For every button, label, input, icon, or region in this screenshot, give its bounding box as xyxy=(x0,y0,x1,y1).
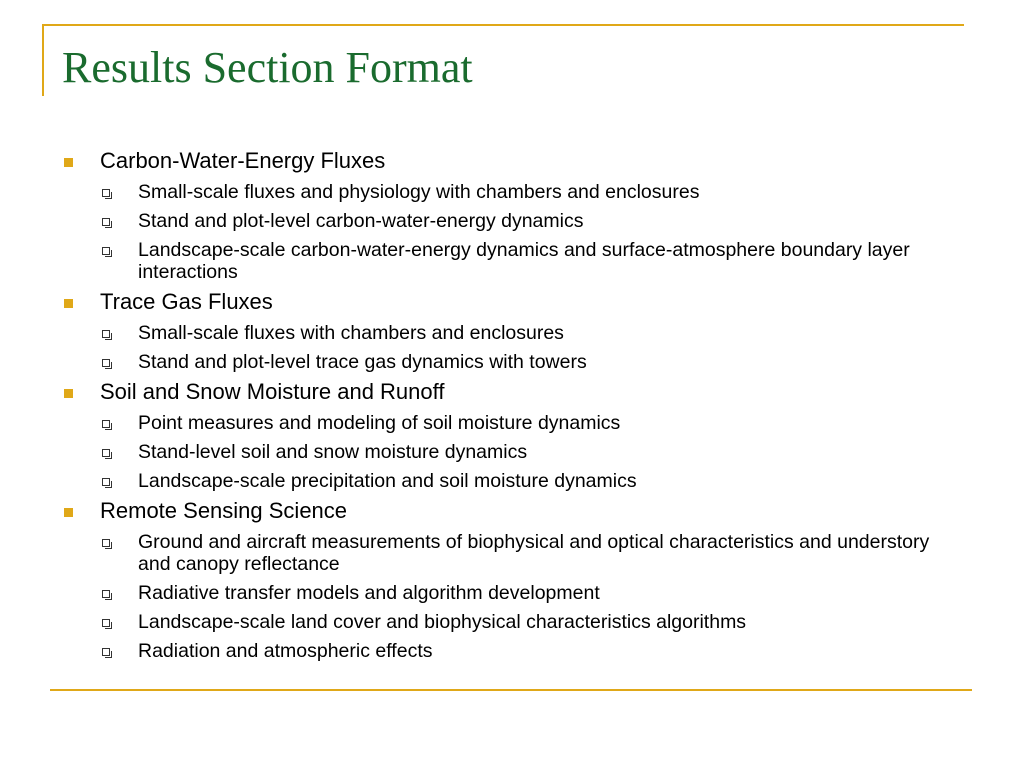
sub-bullet-text: Radiative transfer models and algorithm development xyxy=(138,582,600,604)
sub-bullet xyxy=(62,531,962,575)
section-heading xyxy=(62,289,962,315)
section-heading xyxy=(62,148,962,174)
sub-bullet-text: Point measures and modeling of soil moisture dynamics xyxy=(138,412,621,434)
hollow-square-bullet-icon xyxy=(102,619,110,627)
section-heading-text: Carbon-Water-Energy Fluxes xyxy=(100,148,386,173)
section-heading xyxy=(62,379,962,405)
hollow-square-bullet-icon xyxy=(102,189,110,197)
section-heading-text: Remote Sensing Science xyxy=(100,498,348,523)
square-bullet-icon xyxy=(64,508,73,517)
sub-bullet xyxy=(62,181,962,203)
slide-title: Results Section Format xyxy=(62,43,473,92)
square-bullet-icon xyxy=(64,389,73,398)
sub-bullet xyxy=(62,322,962,344)
frame-left-border xyxy=(42,24,44,96)
hollow-square-bullet-icon xyxy=(102,648,110,656)
sub-bullet-text: Landscape-scale land cover and biophysical characteristics algorithms xyxy=(138,611,747,633)
sub-bullet xyxy=(62,412,962,434)
hollow-square-bullet-icon xyxy=(102,218,110,226)
sub-bullet xyxy=(62,210,962,232)
sub-bullet xyxy=(62,611,962,633)
hollow-square-bullet-icon xyxy=(102,449,110,457)
sub-bullet xyxy=(62,640,962,662)
hollow-square-bullet-icon xyxy=(102,247,110,255)
sub-bullet xyxy=(62,470,962,492)
sub-bullet-text: Small-scale fluxes and physiology with chambers and enclosures xyxy=(138,181,700,203)
hollow-square-bullet-icon xyxy=(102,420,110,428)
section-heading-text: Soil and Snow Moisture and Runoff xyxy=(100,379,445,404)
sub-bullet-text: Stand and plot-level carbon-water-energy dynamics xyxy=(138,210,584,232)
sub-bullet xyxy=(62,441,962,463)
frame-bottom-border xyxy=(50,689,972,691)
sub-bullet xyxy=(62,582,962,604)
sub-bullet-text: Radiation and atmospheric effects xyxy=(138,640,433,662)
sub-bullet xyxy=(62,351,962,373)
hollow-square-bullet-icon xyxy=(102,478,110,486)
frame-top-border xyxy=(42,24,964,26)
sub-bullet xyxy=(62,239,962,283)
bullet-list xyxy=(62,148,962,662)
sub-bullet-text: Stand and plot-level trace gas dynamics with towers xyxy=(138,351,587,373)
sub-bullet-text: Stand-level soil and snow moisture dynamics xyxy=(138,441,528,463)
square-bullet-icon xyxy=(64,158,73,167)
hollow-square-bullet-icon xyxy=(102,539,110,547)
square-bullet-icon xyxy=(64,299,73,308)
hollow-square-bullet-icon xyxy=(102,590,110,598)
sub-bullet-text: Small-scale fluxes with chambers and enclosures xyxy=(138,322,564,344)
section-heading-text: Trace Gas Fluxes xyxy=(100,289,273,314)
sub-bullet-text: Ground and aircraft measurements of biophysical and optical characteristics and understory and canopy reflectance xyxy=(138,531,930,575)
sub-bullet-text: Landscape-scale precipitation and soil moisture dynamics xyxy=(138,470,637,492)
hollow-square-bullet-icon xyxy=(102,359,110,367)
hollow-square-bullet-icon xyxy=(102,330,110,338)
section-heading xyxy=(62,498,962,524)
sub-bullet-text: Landscape-scale carbon-water-energy dynamics and surface-atmosphere boundary layer interactions xyxy=(138,239,910,283)
